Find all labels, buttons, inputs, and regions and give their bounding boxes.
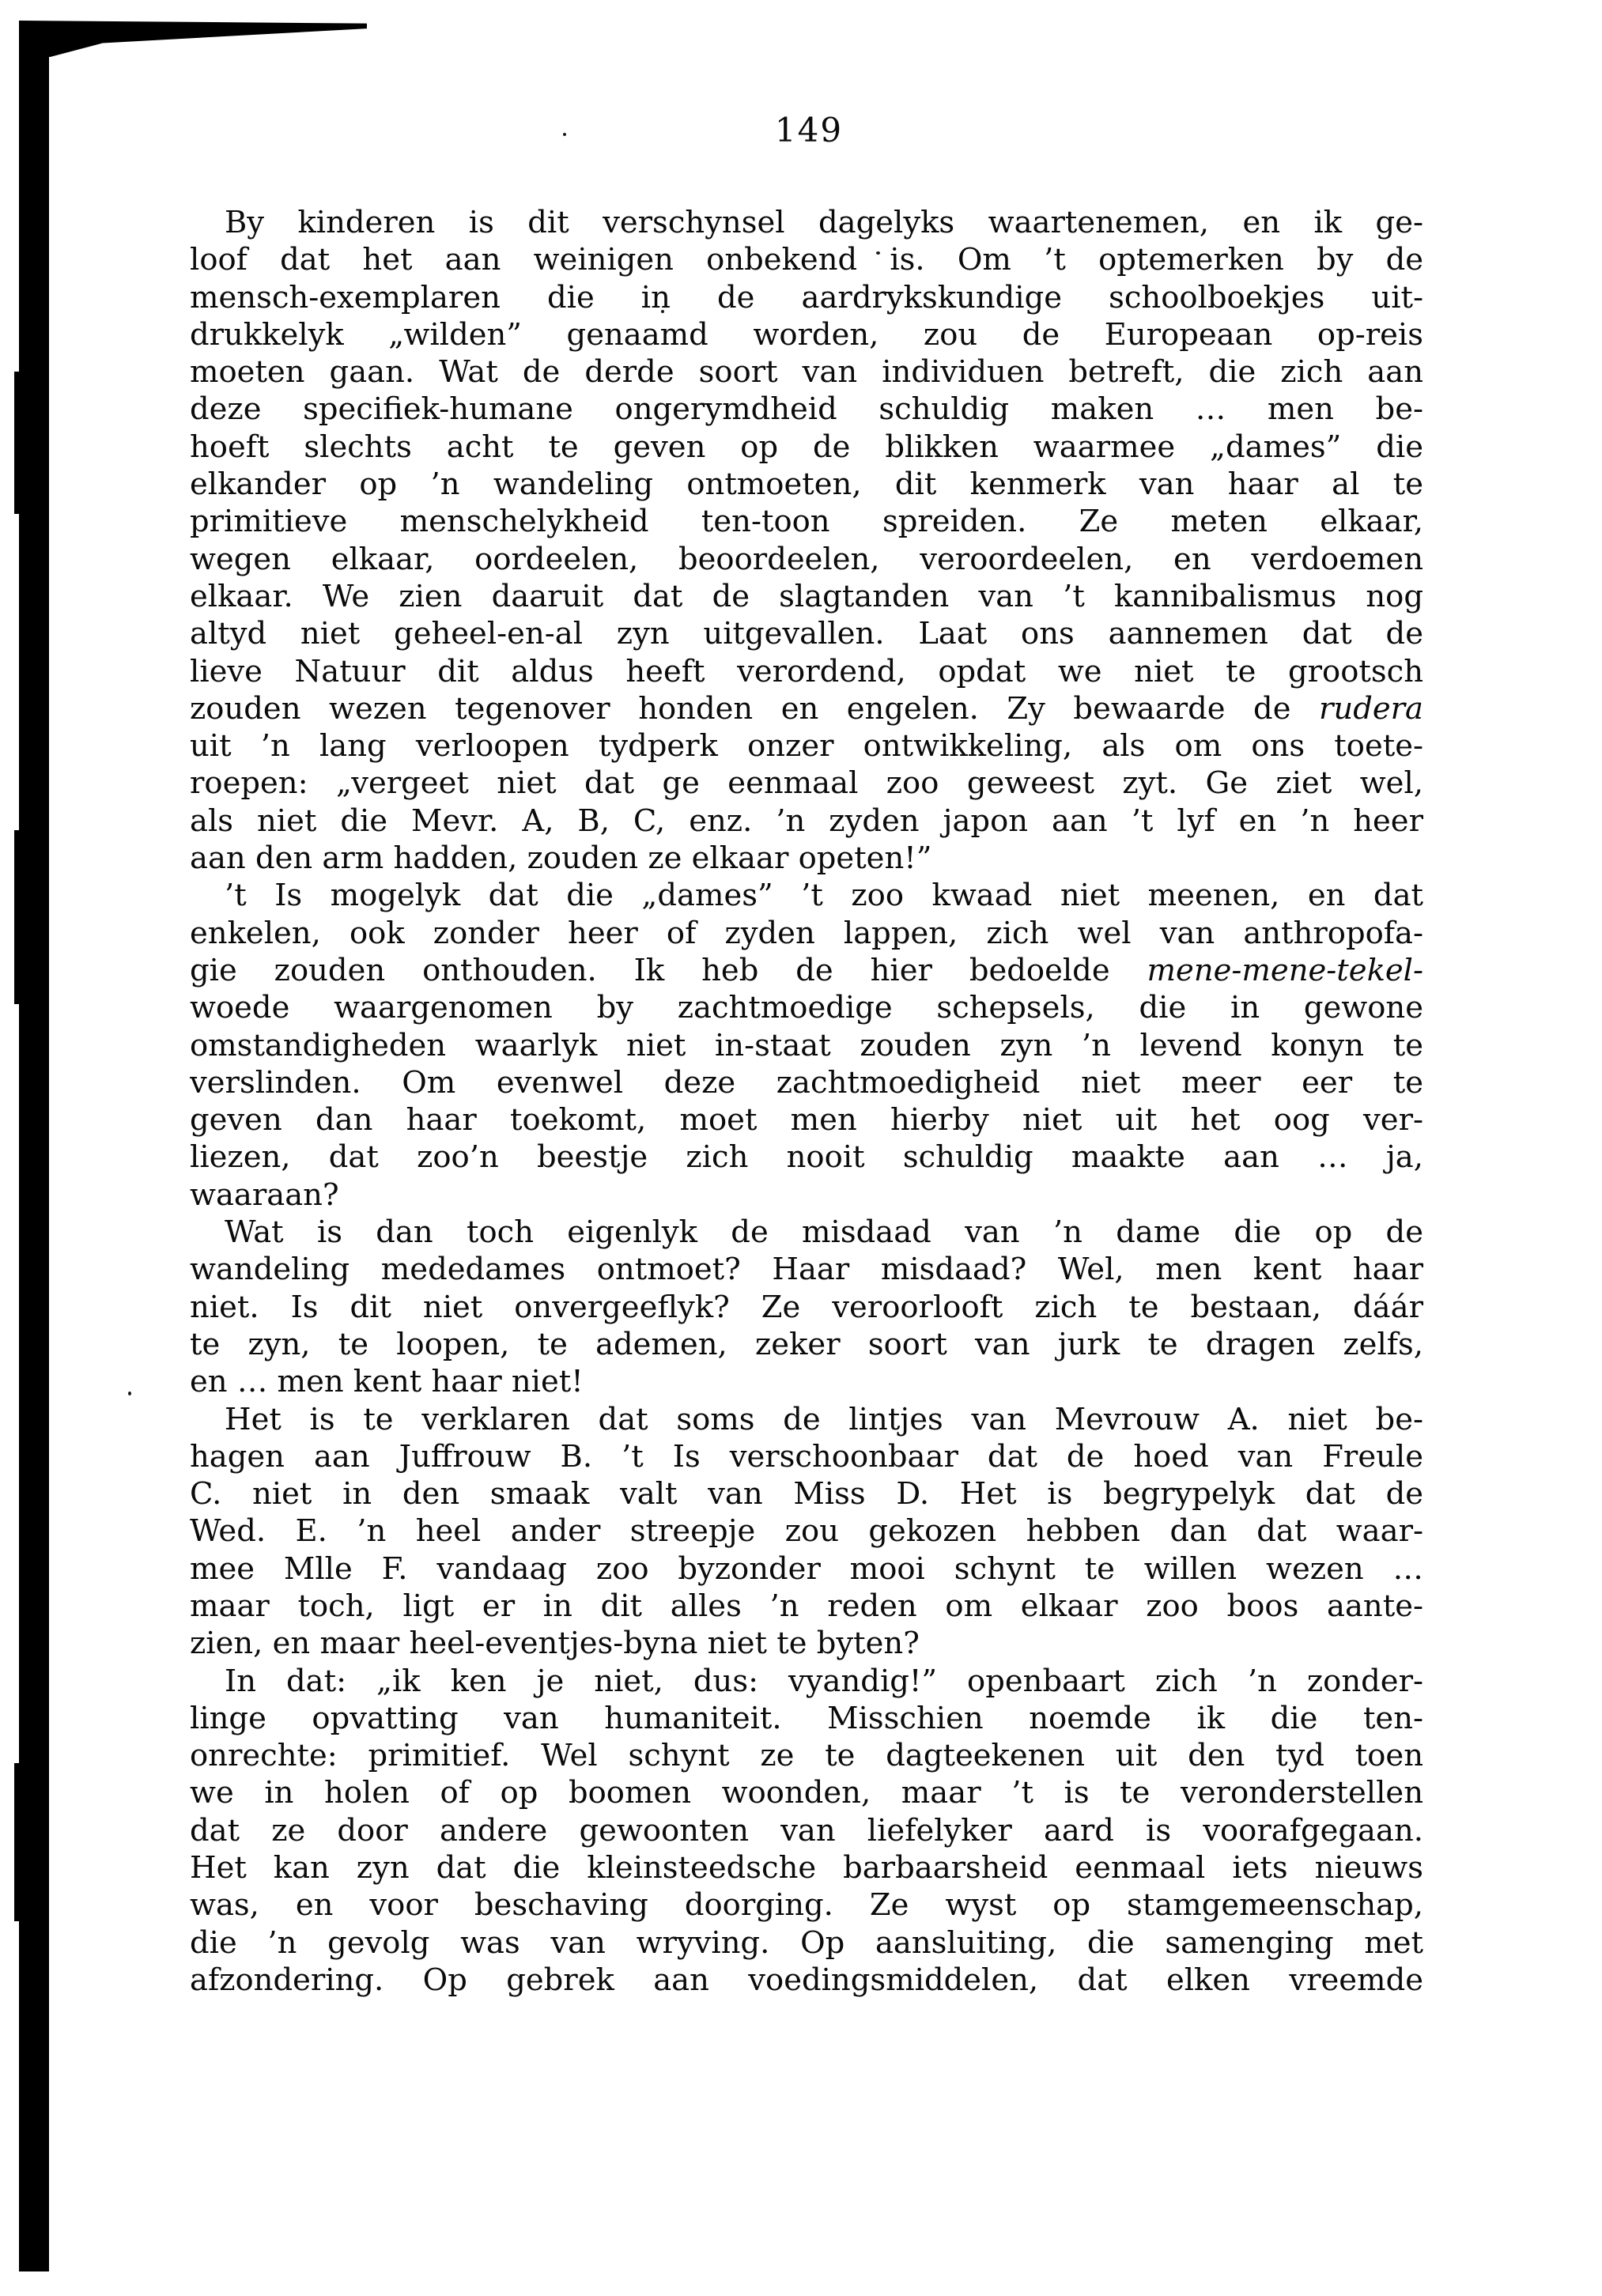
text-segment: die ’n gevolg was van wryving. Op aansluiting, die samenging met (190, 1924, 1423, 1961)
text-line (190, 877, 1423, 914)
text-segment: loof dat het aan weinigen onbekend is. Om ’t optemerken by de (190, 242, 1423, 278)
text-segment: Het is te verklaren dat soms de lintjes van Mevrouw A. niet be- (225, 1401, 1423, 1437)
italic-text: rudera (1319, 690, 1423, 727)
text-segment: en … men kent haar niet! (190, 1364, 584, 1400)
text-line (190, 915, 1423, 952)
text-line (190, 1962, 1423, 1999)
text-line (190, 1625, 1423, 1662)
text-line (190, 241, 1423, 278)
text-segment: als niet die Mevr. A, B, C, enz. ’n zyden japon aan ’t lyf en ’n heer (190, 802, 1423, 839)
text-line (190, 316, 1423, 353)
scan-gutter-bar-bump (14, 1763, 22, 1921)
text-segment: C. niet in den smaak valt van Miss D. Het is begrypelyk dat de (190, 1476, 1423, 1512)
text-line (190, 1139, 1423, 1176)
text-line (190, 466, 1423, 503)
text-segment: mee Mlle F. vandaag zoo byzonder mooi schynt te willen wezen … (190, 1550, 1423, 1587)
text-line (190, 840, 1423, 877)
scan-speck (128, 1392, 131, 1395)
text-segment: enkelen, ook zonder heer of zyden lappen, zich wel van anthropofa- (190, 915, 1423, 951)
text-segment: gie zouden onthouden. Ik heb de hier bedoelde (190, 952, 1147, 988)
text-block (190, 204, 1423, 1999)
text-segment: hoeft slechts acht te geven op de blikken waarmee „dames” die (190, 429, 1423, 465)
text-segment: waaraan? (190, 1176, 339, 1213)
paragraph (190, 204, 1423, 877)
text-line (190, 1588, 1423, 1625)
text-line (190, 541, 1423, 578)
text-segment: omstandigheden waarlyk niet in-staat zouden zyn ’n levend konyn te (190, 1027, 1423, 1063)
text-segment: woede waargenomen by zachtmoedige schepsels, die in gewone (190, 990, 1423, 1026)
text-segment: geven dan haar toekomt, moet men hierby niet uit het oog ver- (190, 1102, 1423, 1139)
text-segment: altyd niet geheel-en-al zyn uitgevallen. Laat ons aannemen dat de (190, 616, 1423, 652)
text-line (190, 1401, 1423, 1438)
paragraph (190, 1663, 1423, 2000)
text-line (190, 1774, 1423, 1811)
text-line (190, 204, 1423, 241)
text-segment: was, en voor beschaving doorging. Ze wyst op stamgemeenschap, (190, 1887, 1423, 1924)
text-line (190, 1512, 1423, 1550)
text-segment: afzondering. Op gebrek aan voedingsmiddelen, dat elken vreemde (190, 1962, 1423, 1998)
text-segment: elkaar. We zien daaruit dat de slagtanden van ’t kannibalismus nog (190, 578, 1423, 614)
text-line (190, 1251, 1423, 1288)
text-line (190, 1101, 1423, 1139)
text-segment: zouden wezen tegenover honden en engelen. Zy bewaarde de (190, 690, 1319, 727)
text-line (190, 1363, 1423, 1400)
text-segment: Wat is dan toch eigenlyk de misdaad van ’n dame die op de (225, 1214, 1423, 1251)
text-line (190, 765, 1423, 802)
text-segment: drukkelyk „wilden” genaamd worden, zou de Europeaan op-reis (190, 316, 1423, 353)
text-line (190, 1700, 1423, 1737)
text-line (190, 653, 1423, 690)
text-line (190, 615, 1423, 652)
text-line (190, 1214, 1423, 1251)
text-segment: In dat: „ik ken je niet, dus: vyandig!” openbaart zich ’n zonder- (225, 1663, 1423, 1699)
italic-text: mene-mene-tekel- (1147, 952, 1423, 988)
text-line (190, 391, 1423, 428)
text-line (190, 1886, 1423, 1924)
text-segment: Het kan zyn dat die kleinsteedsche barbaarsheid eenmaal iets nieuws (190, 1850, 1423, 1886)
text-line (190, 1849, 1423, 1886)
paragraph (190, 877, 1423, 1214)
text-segment: linge opvatting van humaniteit. Misschien noemde ik die ten- (190, 1700, 1423, 1736)
text-segment: ’t Is mogelyk dat die „dames” ’t zoo kwaad niet meenen, en dat (225, 878, 1423, 914)
text-segment: mensch-exemplaren die in de aardrykskundige schoolboekjes uit- (190, 279, 1423, 315)
text-segment: zien, en maar heel-eventjes-byna niet te byten? (190, 1626, 920, 1662)
text-segment: onrechte: primitief. Wel schynt ze te dagteekenen uit den tyd toen (190, 1738, 1423, 1774)
paragraph (190, 1401, 1423, 1663)
text-segment: wandeling mededames ontmoet? Haar misdaad? Wel, men kent haar (190, 1252, 1423, 1288)
text-segment: verslinden. Om evenwel deze zachtmoedigheid niet meer eer te (190, 1064, 1423, 1101)
scan-gutter-bar-bump (14, 830, 22, 1004)
text-line (190, 727, 1423, 765)
text-line (190, 279, 1423, 316)
text-line (190, 1027, 1423, 1064)
text-line (190, 1289, 1423, 1326)
text-line (190, 1550, 1423, 1588)
scan-gutter-bar-bump (14, 372, 22, 514)
text-segment: deze specifiek-humane ongerymdheid schuldig maken … men be- (190, 391, 1423, 428)
text-segment: By kinderen is dit verschynsel dagelyks waartenemen, en ik ge- (225, 205, 1423, 240)
text-segment: we in holen of op boomen woonden, maar ’t is te veronderstellen (190, 1775, 1423, 1811)
text-line (190, 429, 1423, 466)
text-line (190, 1924, 1423, 1962)
text-segment: uit ’n lang verloopen tydperk onzer ontwikkeling, als om ons toete- (190, 728, 1423, 765)
text-line (190, 690, 1423, 727)
text-line (190, 503, 1423, 540)
text-line (190, 1663, 1423, 1700)
text-segment: moeten gaan. Wat de derde soort van individuen betreft, die zich aan (190, 354, 1423, 391)
text-segment: hagen aan Juffrouw B. ’t Is verschoonbaar dat de hoed van Freule (190, 1438, 1423, 1475)
text-line (190, 989, 1423, 1026)
scan-gutter-bar (19, 22, 49, 2271)
scan-corner-wedge (19, 21, 367, 57)
text-segment: elkander op ’n wandeling ontmoeten, dit kenmerk van haar al te (190, 466, 1423, 503)
text-segment: liezen, dat zoo’n beestje zich nooit schuldig maakte aan … ja, (190, 1139, 1423, 1176)
text-segment: lieve Natuur dit aldus heeft verordend, opdat we niet te grootsch (190, 653, 1423, 689)
text-line (190, 1475, 1423, 1512)
text-segment: maar toch, ligt er in dit alles ’n reden om elkaar zoo boos aante- (190, 1588, 1423, 1624)
paragraph (190, 1214, 1423, 1400)
text-segment: te zyn, te loopen, te ademen, zeker soort van jurk te dragen zelfs, (190, 1326, 1423, 1362)
text-segment: aan den arm hadden, zouden ze elkaar opeten!” (190, 840, 932, 877)
text-line (190, 802, 1423, 840)
text-line (190, 952, 1423, 989)
text-segment: Wed. E. ’n heel ander streepje zou gekozen hebben dan dat waar- (190, 1513, 1423, 1550)
text-line (190, 1176, 1423, 1214)
text-segment: niet. Is dit niet onvergeeflyk? Ze veroorlooft zich te bestaan, dáár (190, 1289, 1423, 1325)
text-line (190, 353, 1423, 391)
text-segment: dat ze door andere gewoonten van liefelyker aard is voorafgegaan. (190, 1812, 1423, 1849)
text-line (190, 1326, 1423, 1363)
text-line (190, 1812, 1423, 1849)
text-segment: primitieve menschelykheid ten-toon spreiden. Ze meten elkaar, (190, 504, 1423, 540)
text-line (190, 578, 1423, 615)
text-segment: wegen elkaar, oordeelen, beoordeelen, veroordeelen, en verdoemen (190, 541, 1423, 577)
text-line (190, 1737, 1423, 1774)
text-segment: roepen: „vergeet niet dat ge eenmaal zoo geweest zyt. Ge ziet wel, (190, 765, 1423, 802)
page-number: 149 (774, 111, 844, 149)
text-line (190, 1064, 1423, 1101)
text-line (190, 1438, 1423, 1475)
